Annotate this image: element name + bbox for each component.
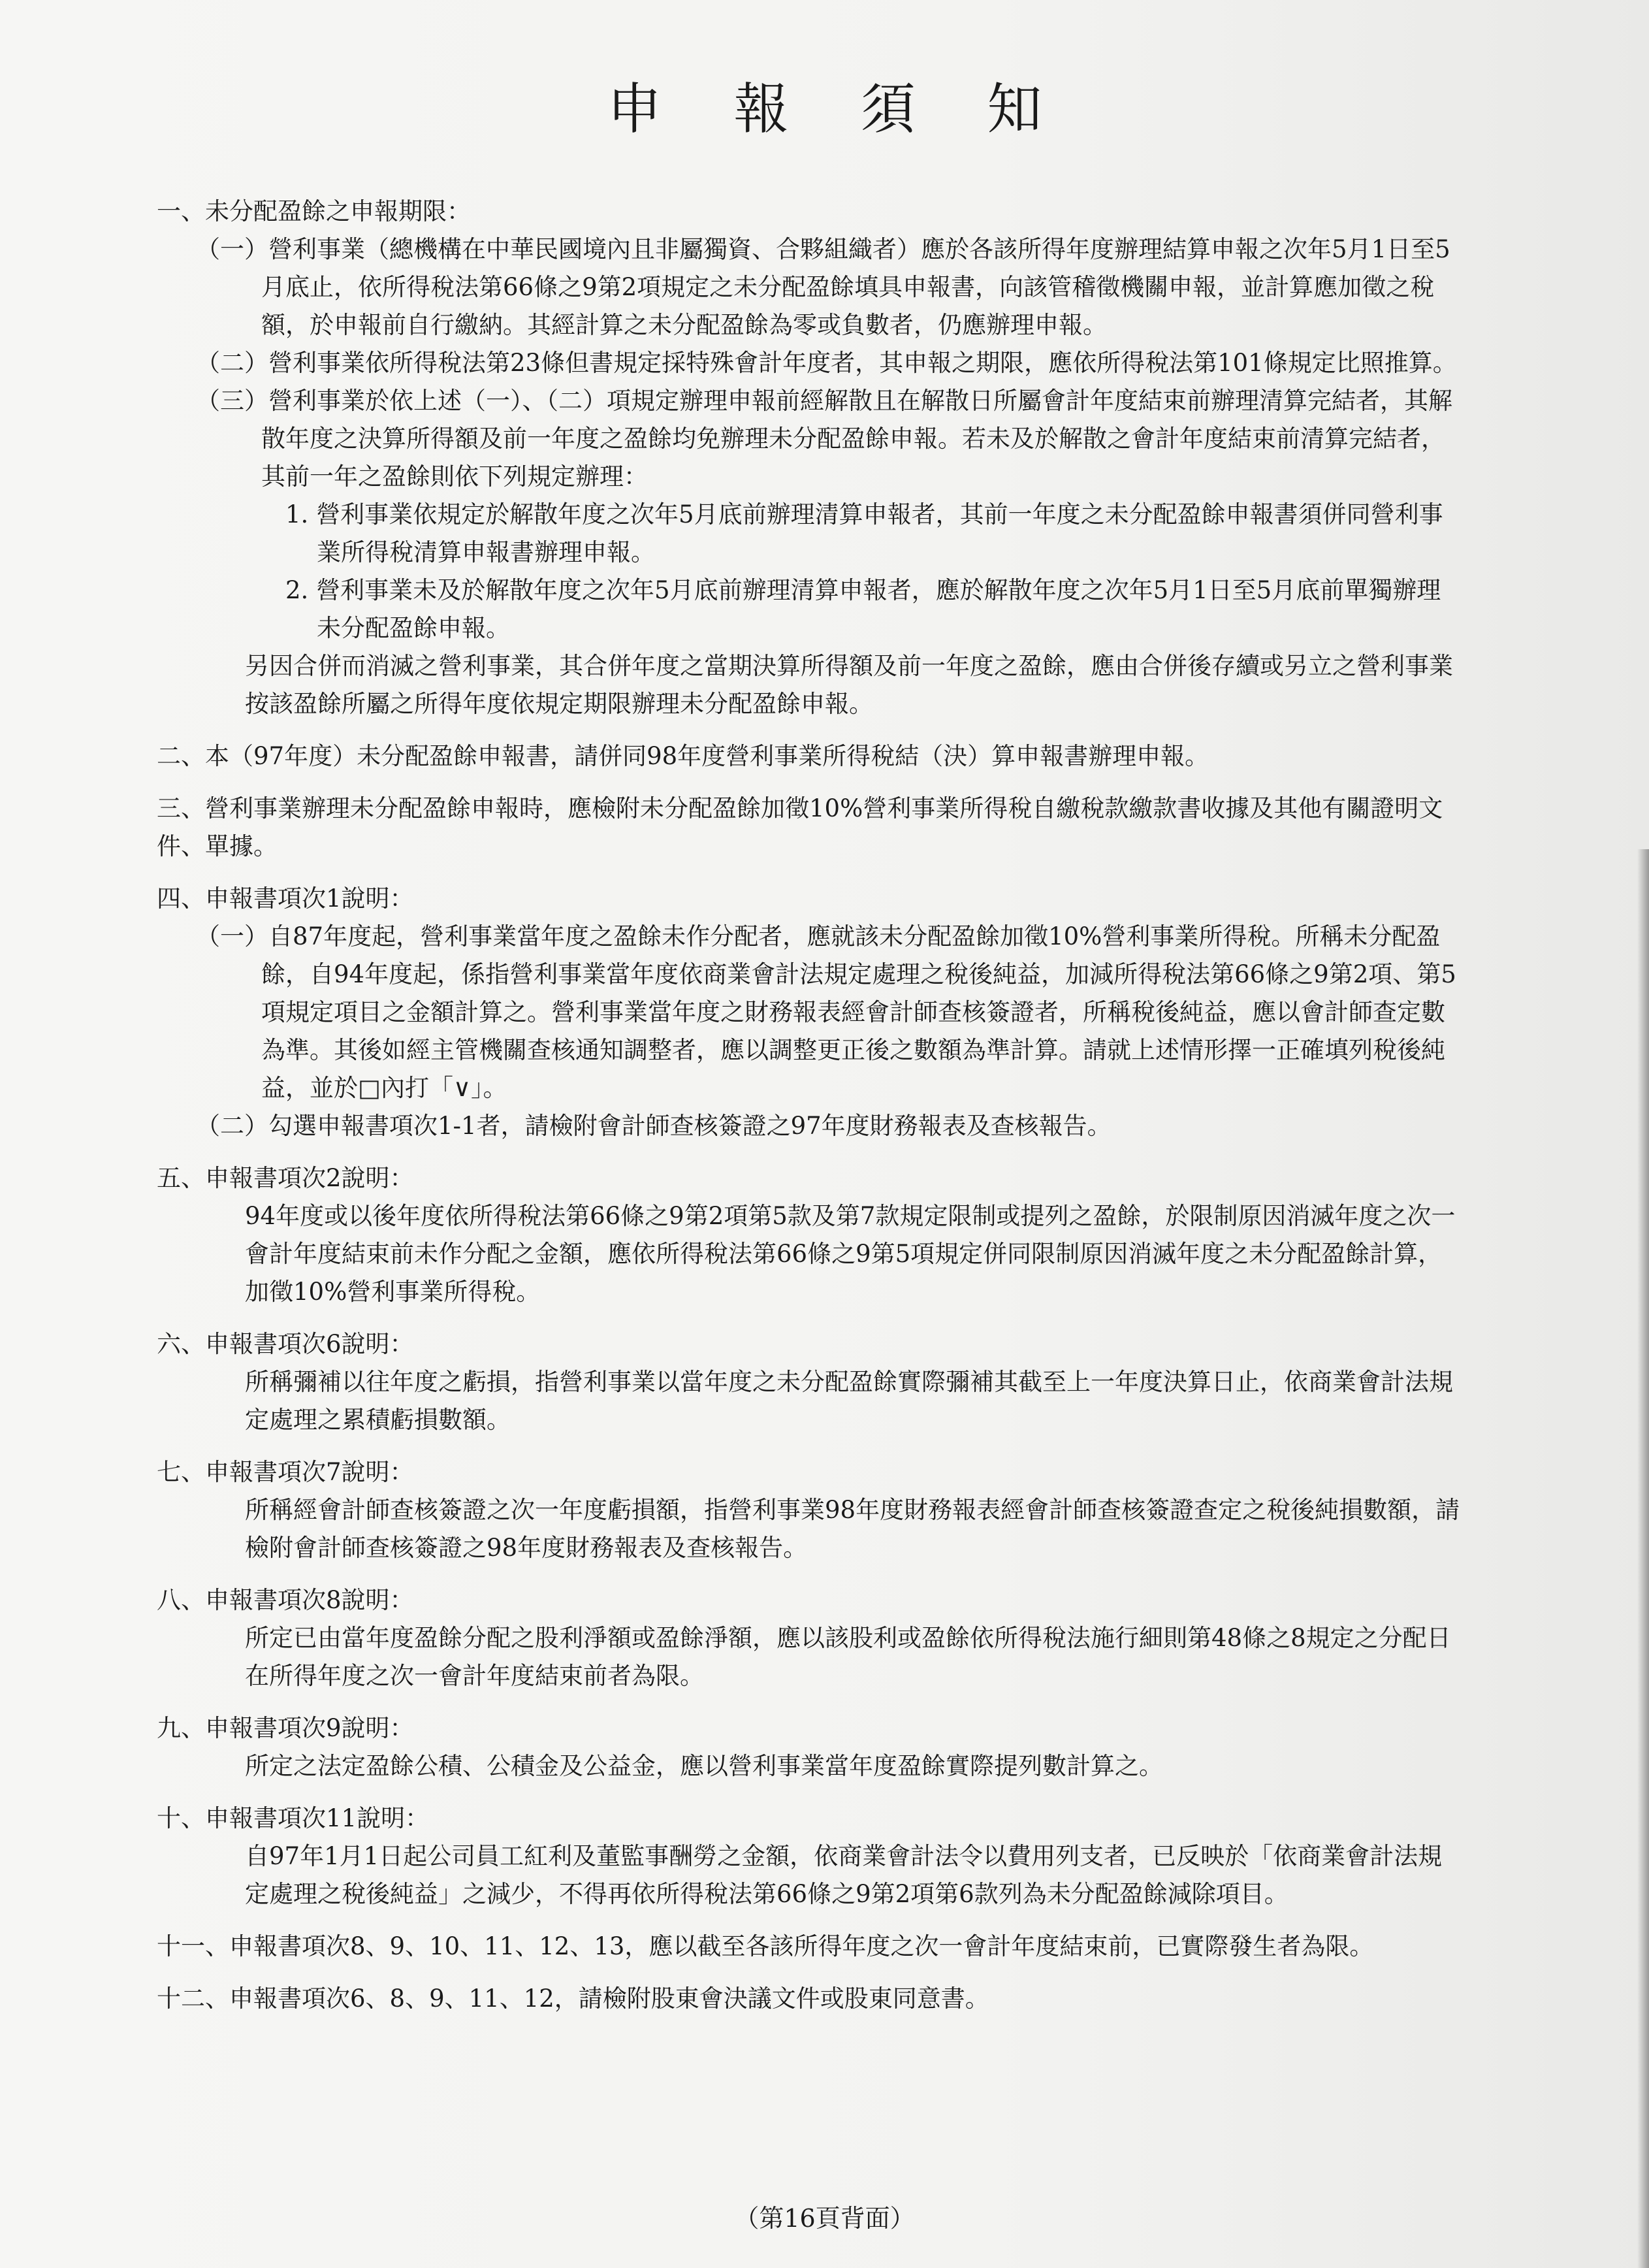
numbered-item: 2. 營利事業未及於解散年度之次年5月底前辦理清算申報者，應於解散年度之次年5月1日至5月底前單獨辦理未分配盈餘申報。	[285, 576, 1441, 642]
numbered-item: 1. 營利事業依規定於解散年度之次年5月底前辦理清算申報者，其前一年度之未分配盈餘申報書須併同營利事業所得稅清算申報書辦理申報。	[285, 500, 1443, 566]
section-heading: 一、未分配盈餘之申報期限：	[157, 197, 471, 225]
section-5	[157, 1159, 1463, 1311]
section-paragraph: 所定之法定盈餘公積、公積金及公益金，應以營利事業當年度盈餘實際提列數計算之。	[245, 1752, 1163, 1780]
section-6	[157, 1325, 1463, 1439]
section-heading: 八、申報書項次8說明：	[157, 1586, 414, 1614]
section-paragraph: 所稱經會計師查核簽證之次一年度虧損額，指營利事業98年度財務報表經會計師查核簽證查定之稅後純損數額，請檢附會計師查核簽證之98年度財務報表及查核報告。	[245, 1496, 1460, 1562]
section-9	[157, 1709, 1463, 1785]
subsection: （三）營利事業於依上述（一）、（二）項規定辦理申報前經解散且在解散日所屬會計年度結束前辦理清算完結者，其解散年度之決算所得額及前一年度之盈餘均免辦理未分配盈餘申報。若未及於解散之會計年度結束前清算完結者，其前一年之盈餘則依下列規定辦理：	[196, 387, 1452, 491]
section-heading: 十一、申報書項次8、9、10、11、12、13，應以截至各該所得年度之次一會計年度結束前，已實際發生者為限。	[157, 1932, 1374, 1960]
section-paragraph: 94年度或以後年度依所得稅法第66條之9第2項第5款及第7款規定限制或提列之盈餘，於限制原因消滅年度之次一會計年度結束前未作分配之金額，應依所得稅法第66條之9第5項規定併同限制原因消滅年度之未分配盈餘計算，加徵10%營利事業所得稅。	[245, 1202, 1456, 1306]
section-4	[157, 880, 1463, 1145]
section-note: 另因合併而消滅之營利事業，其合併年度之當期決算所得額及前一年度之盈餘，應由合併後存續或另立之營利事業按該盈餘所屬之所得年度依規定期限辦理未分配盈餘申報。	[245, 652, 1453, 718]
section-heading: 九、申報書項次9說明：	[157, 1714, 414, 1742]
page-footer: （第16頁背面）	[734, 2204, 915, 2233]
section-7	[157, 1453, 1463, 1567]
document-body	[157, 193, 1463, 2032]
section-1	[157, 193, 1463, 723]
subsection: （二）營利事業依所得稅法第23條但書規定採特殊會計年度者，其申報之期限，應依所得稅法第101條規定比照推算。	[196, 349, 1457, 377]
section-heading: 十、申報書項次11說明：	[157, 1804, 430, 1832]
section-heading: 七、申報書項次7說明：	[157, 1458, 414, 1486]
page-title: 申報須知	[607, 77, 1114, 141]
section-paragraph: 所定已由當年度盈餘分配之股利淨額或盈餘淨額，應以該股利或盈餘依所得稅法施行細則第48條之8規定之分配日在所得年度之次一會計年度結束前者為限。	[245, 1624, 1451, 1690]
section-12	[157, 1980, 1463, 2018]
section-heading: 五、申報書項次2說明：	[157, 1164, 414, 1192]
subsection: （二）勾選申報書項次1-1者，請檢附會計師查核簽證之97年度財務報表及查核報告。	[196, 1112, 1112, 1140]
section-heading: 六、申報書項次6說明：	[157, 1330, 414, 1358]
section-heading: 十二、申報書項次6、8、9、11、12，請檢附股東會決議文件或股東同意書。	[157, 1984, 989, 2013]
section-heading: 四、申報書項次1說明：	[157, 884, 414, 913]
section-heading: 三、營利事業辦理未分配盈餘申報時，應檢附未分配盈餘加徵10%營利事業所得稅自繳稅款繳款書收據及其他有關證明文件、單據。	[157, 794, 1443, 860]
section-2	[157, 737, 1463, 775]
subsection: （一）自87年度起，營利事業當年度之盈餘未作分配者，應就該未分配盈餘加徵10%營利事業所得稅。所稱未分配盈餘，自94年度起，係指營利事業當年度依商業會計法規定處理之稅後純益，加減所得稅法第66條之9第2項、第5項規定項目之金額計算之。營利事業當年度之財務報表經會計師查核簽證者，所稱稅後純益，應以會計師查定數為準。其後如經主管機關查核通知調整者，應以調整更正後之數額為準計算。請就上述情形擇一正確填列稅後純益，並於□內打「∨」。	[196, 922, 1456, 1102]
section-3	[157, 790, 1463, 866]
scan-edge-shadow	[1637, 849, 1649, 2268]
section-11	[157, 1928, 1463, 1966]
section-paragraph: 自97年1月1日起公司員工紅利及董監事酬勞之金額，依商業會計法令以費用列支者，已反映於「依商業會計法規定處理之稅後純益」之減少，不得再依所得稅法第66條之9第2項第6款列為未分配盈餘減除項目。	[245, 1842, 1443, 1908]
section-paragraph: 所稱彌補以往年度之虧損，指營利事業以當年度之未分配盈餘實際彌補其截至上一年度決算日止，依商業會計法規定處理之累積虧損數額。	[245, 1368, 1453, 1434]
section-8	[157, 1581, 1463, 1695]
subsection: （一）營利事業（總機構在中華民國境內且非屬獨資、合夥組織者）應於各該所得年度辦理結算申報之次年5月1日至5月底止，依所得稅法第66條之9第2項規定之未分配盈餘填具申報書，向該管稽徵機關申報，並計算應加徵之稅額，於申報前自行繳納。其經計算之未分配盈餘為零或負數者，仍應辦理申報。	[196, 235, 1450, 339]
section-heading: 二、本（97年度）未分配盈餘申報書，請併同98年度營利事業所得稅結（決）算申報書辦理申報。	[157, 742, 1209, 770]
section-10	[157, 1800, 1463, 1913]
